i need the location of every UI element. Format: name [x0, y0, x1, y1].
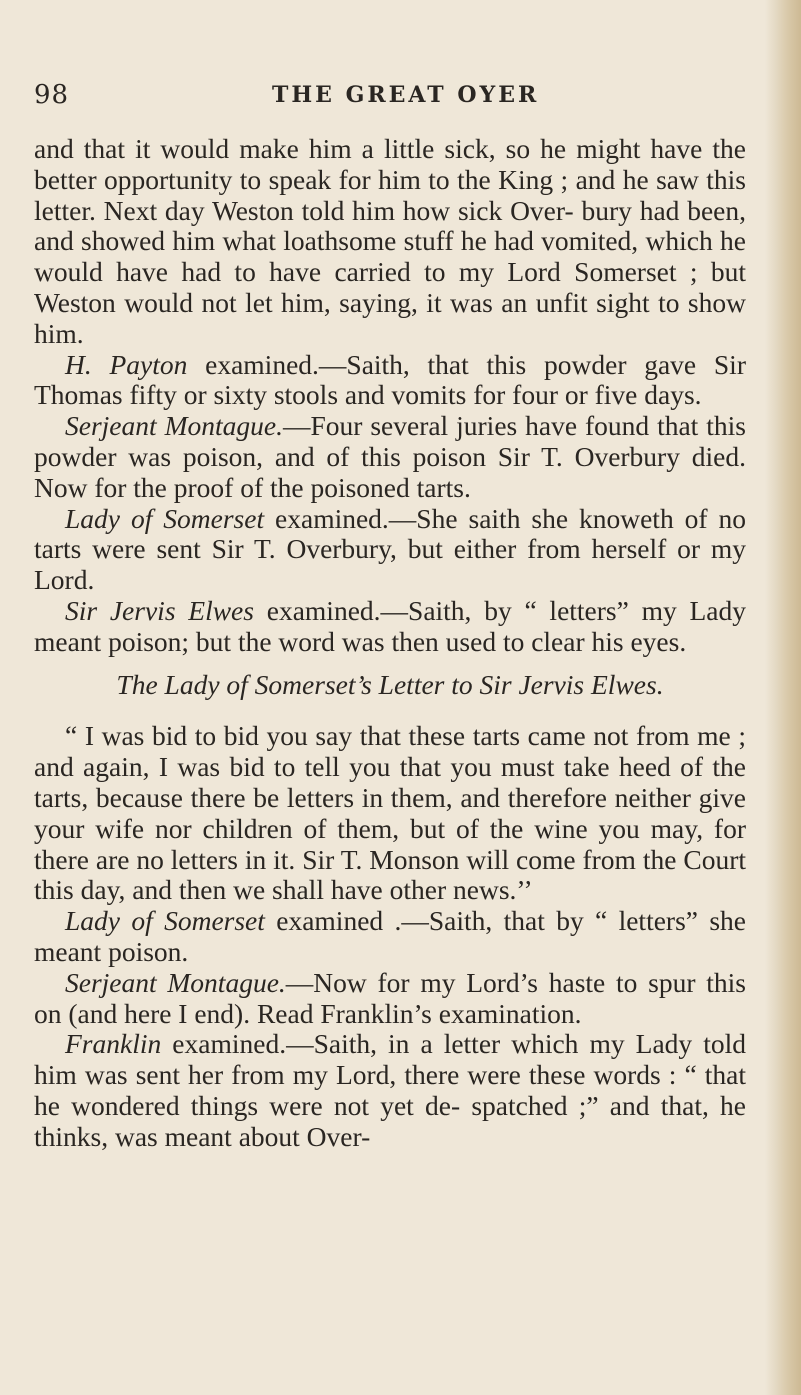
paragraph: [34, 1029, 746, 1152]
paragraph-text: examined .—Saith, that by “ letters” she meant poison.: [34, 905, 746, 967]
paragraph: [34, 968, 746, 1030]
paragraph: [34, 906, 746, 968]
paragraph-lead: Franklin: [65, 1028, 162, 1060]
body-text: [34, 134, 746, 1153]
page-number: 98: [34, 80, 70, 110]
page-edge: [765, 0, 801, 1395]
paragraph-lead: Serjeant Montague.: [65, 966, 286, 998]
paragraph-lead: H. Payton: [65, 348, 188, 380]
paragraph: [34, 134, 746, 350]
letter-heading: The Lady of Somerset’s Letter to Sir Jervis Elwes.: [116, 668, 664, 700]
paragraph-lead: Lady of Somerset: [65, 502, 265, 534]
paragraph: [34, 411, 746, 503]
letter-text: “ I was bid to bid you say that these tarts came not from me ; and again, I was bid to tell you that you must take heed of the tarts, because there be letters in them, and therefore neither give your wife nor children of them, but of the wine you may, for there are no letters in it. Sir T. Monson will come from the Court this day, and then we shall have other news.’’: [34, 720, 746, 906]
paragraph: [34, 350, 746, 412]
running-title: THE GREAT OYER: [272, 82, 540, 108]
paragraph-text: —Now for my Lord’s haste to spur this on (and here I end). Read Franklin’s examination.: [34, 966, 746, 1029]
paragraph-text: —Four several juries have found that this powder was poison, and of this poison Sir T. Overbury died. Now for the proof of the poisoned tarts.: [34, 410, 746, 503]
paragraph-text: examined.—Saith, by “ letters” my Lady meant poison; but the word was then used to clear his eyes.: [34, 594, 746, 657]
paragraph: [34, 596, 746, 658]
paragraph-text: examined.—Saith, that this powder gave Sir Thomas fifty or sixty stools and vomits for four or five days.: [34, 348, 746, 411]
paragraph-lead: Serjeant Montague.: [65, 410, 283, 442]
page-header: [34, 80, 734, 120]
paragraph: [34, 504, 746, 596]
paragraph-lead: Sir Jervis Elwes: [65, 594, 254, 626]
paragraph-text: examined.—She saith she knoweth of no tarts were sent Sir T. Overbury, but either from herself or my Lord.: [34, 502, 746, 596]
paragraph-text: examined.—Saith, in a letter which my Lady told him was sent her from my Lord, there were these words : “ that he wondered things were not yet de- spatched ;” and that, he thinks, was meant about Over-: [34, 1028, 746, 1152]
paragraph-text: and that it would make him a little sick, so he might have the better opportunity to speak for him to the King ; and he saw this letter. Next day Weston told him how sick Over- bury had been, and showed him what loathsome stuff he had vomited, which he would have had to have carried to my Lord Somerset ; but Weston would not let him, saying, it was an unfit sight to show him.: [34, 133, 746, 349]
paragraph-lead: Lady of Somerset: [65, 905, 265, 937]
